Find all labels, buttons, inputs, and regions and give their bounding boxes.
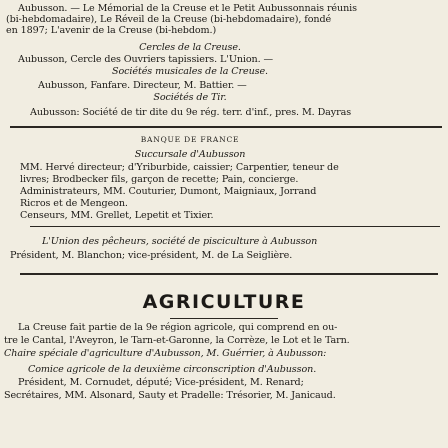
text-line: Sociétés musicales de la Creuse.: [112, 66, 268, 77]
text-line: Aubusson, Cercle des Ouvriers tapissiers. L'Union. —: [18, 54, 274, 65]
section-title: BANQUE DE FRANCE: [140, 135, 240, 144]
text-line: en 1897; L'avenir de la Creuse (bi-hebdom.): [6, 25, 217, 36]
text-line: Aubusson, Fanfare. Directeur, M. Battier. —: [38, 80, 247, 91]
text-line: Aubusson. — Le Mémorial de la Creuse et le Petit Aubussonnais réunis: [18, 3, 357, 14]
section-divider: [30, 226, 440, 227]
text-line: La Creuse fait partie de la 9e région agricole, qui comprend en ou-: [18, 322, 338, 333]
section-subtitle: Succursale d'Aubusson: [134, 149, 246, 160]
text-line: Ricros et de Mengeon.: [20, 198, 128, 209]
text-line: Aubusson: Société de tir dite du 9e rég. terr. d'inf., pres. M. Dayras: [30, 107, 352, 118]
text-line: tre le Cantal, l'Aveyron, le Tarn-et-Garonne, la Corrèze, le Lot et le Tarn.: [4, 335, 350, 346]
section-divider: [10, 126, 442, 128]
heading-underline: [170, 318, 278, 319]
section-divider: [20, 273, 438, 275]
text-line: Comice agricole de la deuxième circonscription d'Aubusson.: [28, 364, 317, 375]
text-line: livres; Brodbecker fils, garçon de recette; Pain, concierge.: [20, 174, 299, 185]
text-line: (bi-hebdomadaire), Le Réveil de la Creuse (bi-hebdomadaire), fondé: [6, 14, 332, 25]
text-line: Cercles de la Creuse.: [139, 42, 241, 53]
text-line: Président, M. Cornudet, député; Vice-président, M. Renard;: [18, 377, 304, 388]
text-line: Censeurs, MM. Grellet, Lepetit et Tixier.: [20, 210, 214, 221]
text-line: Président, M. Blanchon; vice-président, M. de La Seiglière.: [10, 250, 293, 261]
text-line: Sociétés de Tir.: [153, 92, 227, 103]
text-line: Administrateurs, MM. Couturier, Dumont, Maigniaux, Jorrand: [20, 186, 317, 197]
text-line: L'Union des pêcheurs, société de pisciculture à Aubusson: [42, 236, 318, 247]
section-heading: AGRICULTURE: [142, 291, 306, 313]
text-line: MM. Hervé directeur; d'Yriburbide, caissier; Carpentier, teneur de: [20, 162, 339, 173]
text-line: Secrétaires, MM. Alsonard, Sauty et Pradelle: Trésorier, M. Janicaud.: [4, 390, 336, 401]
text-line: Chaire spéciale d'agriculture d'Aubusson, M. Guérrier, à Aubusson:: [4, 348, 327, 359]
